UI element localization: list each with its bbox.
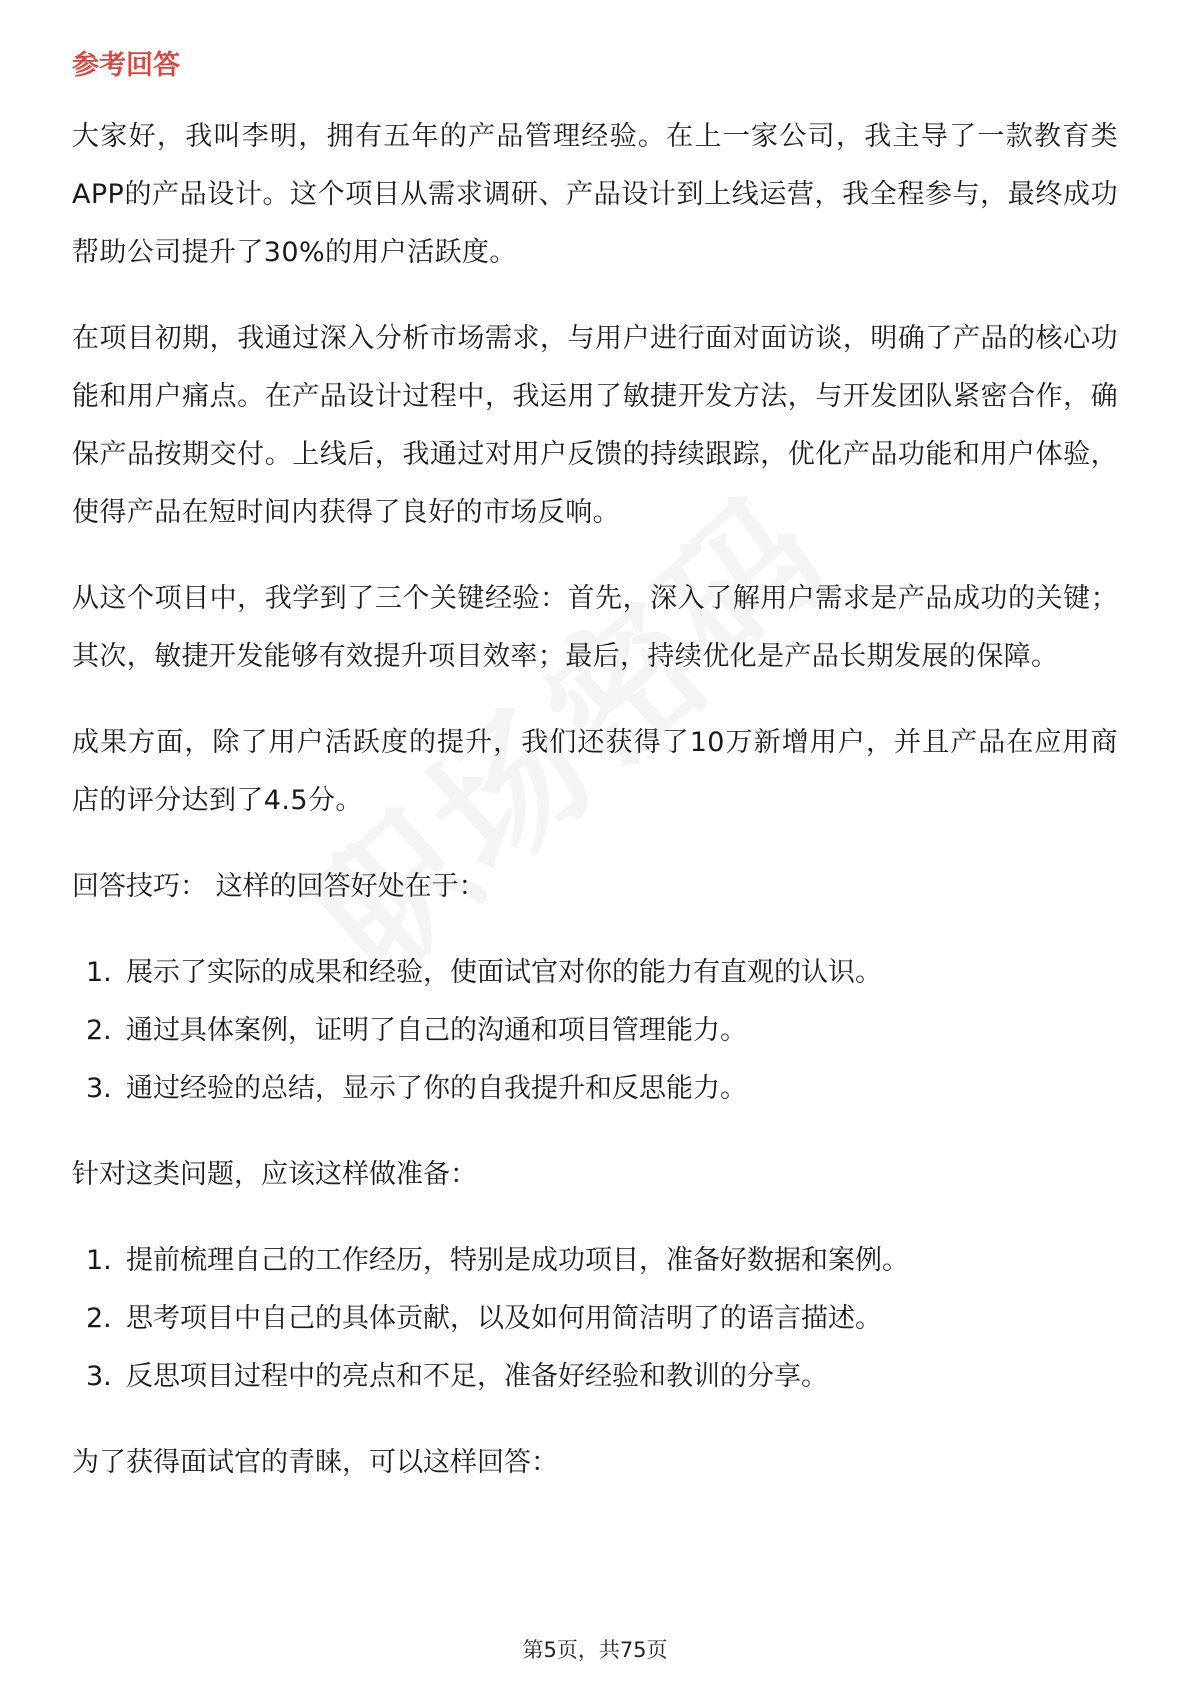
prep-list [72, 1232, 1118, 1406]
list-number: 1. [86, 1245, 112, 1276]
list-text: 展示了实际的成果和经验，使面试官对你的能力有直观的认识。 [126, 957, 882, 988]
list-item [72, 944, 1118, 1002]
paragraph-results: 成果方面，除了用户活跃度的提升，我们还获得了10万新增用户，并且产品在应用商店的评分达到了4.5分。 [72, 727, 1118, 816]
list-item [72, 1290, 1118, 1348]
paragraph-lessons: 从这个项目中，我学到了三个关键经验：首先，深入了解用户需求是产品成功的关键；其次，敏捷开发能够有效提升项目效率；最后，持续优化是产品长期发展的保障。 [72, 583, 1118, 672]
section-heading: 参考回答 [72, 50, 180, 81]
list-text: 通过经验的总结，显示了你的自我提升和反思能力。 [126, 1073, 747, 1104]
list-number: 2. [86, 1015, 112, 1046]
list-text: 提前梳理自己的工作经历，特别是成功项目，准备好数据和案例。 [126, 1245, 909, 1276]
list-number: 2. [86, 1303, 112, 1334]
list-number: 3. [86, 1361, 112, 1392]
list-text: 思考项目中自己的具体贡献，以及如何用简洁明了的语言描述。 [126, 1303, 882, 1334]
list-item [72, 1002, 1118, 1060]
list-item [72, 1060, 1118, 1118]
list-item [72, 1348, 1118, 1406]
list-item [72, 1232, 1118, 1290]
list-text: 反思项目过程中的亮点和不足，准备好经验和教训的分享。 [126, 1361, 828, 1392]
paragraph-intro: 大家好，我叫李明，拥有五年的产品管理经验。在上一家公司，我主导了一款教育类APP的产品设计。这个项目从需求调研、产品设计到上线运营，我全程参与，最终成功帮助公司提升了30%的用户活跃度。 [72, 121, 1118, 268]
list-number: 1. [86, 957, 112, 988]
tips-title: 回答技巧： 这样的回答好处在于： [72, 871, 486, 902]
tips-list [72, 944, 1118, 1118]
list-text: 通过具体案例，证明了自己的沟通和项目管理能力。 [126, 1015, 747, 1046]
list-number: 3. [86, 1073, 112, 1104]
prep-title: 针对这类问题，应该这样做准备： [72, 1159, 477, 1190]
closing-line: 为了获得面试官的青睐，可以这样回答： [72, 1447, 558, 1478]
paragraph-process: 在项目初期，我通过深入分析市场需求，与用户进行面对面访谈，明确了产品的核心功能和用户痛点。在产品设计过程中，我运用了敏捷开发方法，与开发团队紧密合作，确保产品按期交付。上线后，我通过对用户反馈的持续跟踪，优化产品功能和用户体验，使得产品在短时间内获得了良好的市场反响。 [72, 323, 1118, 528]
page-content [72, 46, 1118, 1520]
page-number: 第5页，共75页 [522, 1638, 668, 1662]
